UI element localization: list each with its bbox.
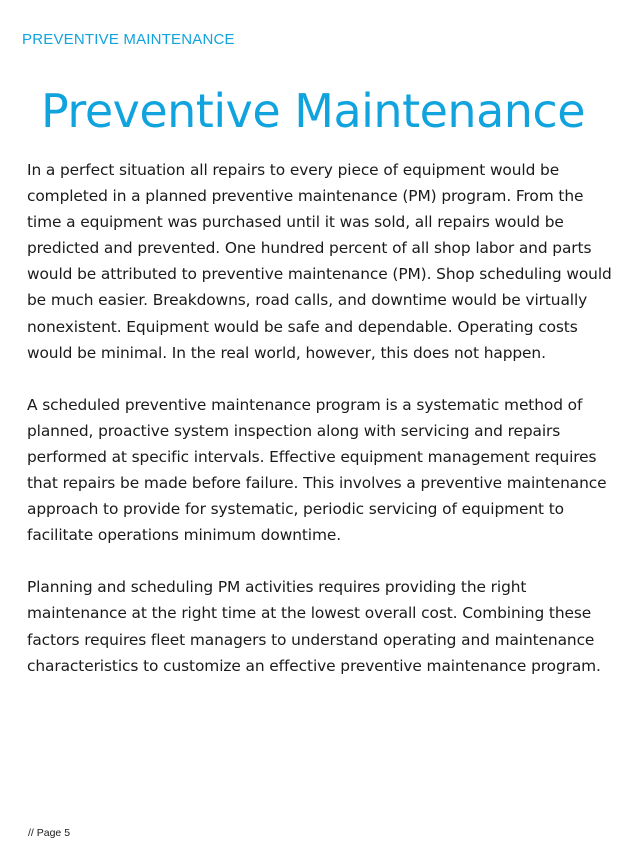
running-header: PREVENTIVE MAINTENANCE [22, 31, 235, 48]
page-number: // Page 5 [28, 827, 71, 839]
page-title: Preventive Maintenance [41, 84, 586, 138]
paragraph-3: Planning and scheduling PM activities requires providing the right maintenance at the right time at the lowest overall cost. Combining these factors requires fleet managers to understand operating and maintenance characteristics to customize an effective preventive maintenance program. [27, 578, 601, 675]
body-text [27, 157, 612, 679]
paragraph-1: In a perfect situation all repairs to every piece of equipment would be completed in a planned preventive maintenance (PM) program. From the time a equipment was purchased until it was sold, all repairs would be predicted and prevented. One hundred percent of all shop labor and parts would be attributed to preventive maintenance (PM). Shop scheduling would be much easier. Breakdowns, road calls, and downtime would be virtually nonexistent. Equipment would be safe and dependable. Operating costs would be minimal. In the real world, however, this does not happen. [27, 161, 612, 362]
paragraph-2: A scheduled preventive maintenance program is a systematic method of planned, proactive system inspection along with servicing and repairs performed at specific intervals. Effective equipment management requires that repairs be made before failure. This involves a preventive maintenance approach to provide for systematic, periodic servicing of equipment to facilitate operations minimum downtime. [27, 395, 607, 545]
